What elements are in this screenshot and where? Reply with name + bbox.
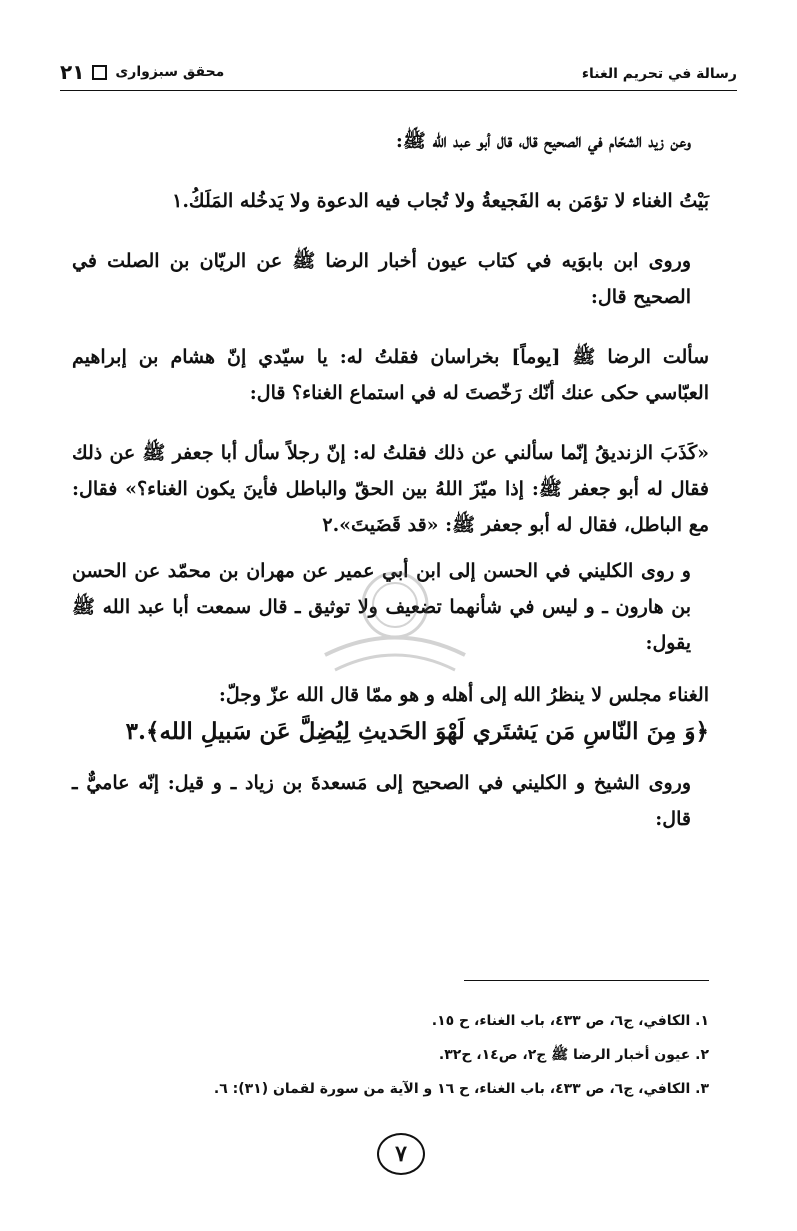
running-author: محقق سبزواری bbox=[115, 64, 225, 80]
main-text bbox=[72, 123, 709, 837]
quran-verse: ﴿وَ مِنَ النّاسِ مَن يَشتَري لَهْوَ الحَديثِ لِيُضِلَّ عَن سَبيلِ الله﴾.٣ bbox=[125, 718, 709, 745]
footnote-rule bbox=[464, 980, 709, 981]
paragraph-1: وعن زيد الشحّام في الصحيح قال، قال أبو عبد الله ﷺ: bbox=[395, 130, 691, 152]
paragraph-5: «كَذَبَ الزنديقُ إنّما سألني عن ذلك فقلتُ له: إنّ رجلاً سأل أبا جعفر ﷺ عن ذلك فقال له أبو جعفر ﷺ: إذا ميّزَ اللهُ بين الحقّ والباطل فأينَ يكون الغناء؟» فقال: مع الباطل، فقال له أبو جعفر ﷺ: «قد قَضَيتَ».٢ bbox=[72, 442, 709, 536]
separator-square-icon bbox=[92, 65, 107, 80]
footnotes bbox=[120, 1004, 709, 1106]
paragraph-3: وروى ابن بابوَيه في كتاب عيون أخبار الرضا ﷺ عن الريّان بن الصلت في الصحيح قال: bbox=[72, 250, 691, 308]
footnote-3: ٣. الكافي، ج٦، ص ٤٣٣، باب الغناء، ح ١٦ و الآية من سورة لقمان (٣١): ٦. bbox=[213, 1081, 709, 1097]
header-rule bbox=[60, 90, 737, 91]
original-page-number: ۲۱ bbox=[60, 60, 85, 84]
footnote-1: ١. الكافي، ج٦، ص ٤٣٣، باب الغناء، ح ١٥. bbox=[431, 1013, 709, 1029]
running-header bbox=[60, 60, 737, 86]
footnote-2: ٢. عيون أخبار الرضا ﷺ ج٢، ص١٤، ح٣٢. bbox=[438, 1047, 709, 1063]
paragraph-2: بَيْتُ الغناء لا تؤمَن به الفَجيعةُ ولا تُجاب فيه الدعوة ولا يَدخُله المَلَكُ.١ bbox=[172, 190, 709, 212]
header-left-group bbox=[60, 60, 224, 84]
paragraph-7: الغناء مجلس لا ينظرُ الله إلى أهله و هو ممّا قال الله عزّ وجلّ: bbox=[218, 684, 709, 706]
library-seal-watermark-icon bbox=[320, 560, 470, 680]
running-title: رسالة في تحريم الغناء bbox=[581, 66, 737, 82]
paragraph-4: سألت الرضا ﷺ [يوماً] بخراسان فقلتُ له: يا سيّدي إنّ هشام بن إبراهيم العبّاسي حكى عنك أنّك رَخّصتَ له في استماع الغناء؟ قال: bbox=[72, 346, 709, 404]
page-number-circle: ٧ bbox=[377, 1133, 425, 1175]
paragraph-9: وروى الشيخ و الكليني في الصحيح إلى مَسعدةَ بن زياد ـ و قيل: إنّه عاميٌّ ـ قال: bbox=[72, 772, 691, 830]
paragraph-6: و روى الكليني في الحسن إلى ابن أبي عمير عن مهران بن محمّد عن الحسن بن هارون ـ و ليس في شأنهما تضعيف ولا توثيق ـ قال سمعت أبا عبد الله ﷺ يقول: bbox=[72, 560, 691, 654]
